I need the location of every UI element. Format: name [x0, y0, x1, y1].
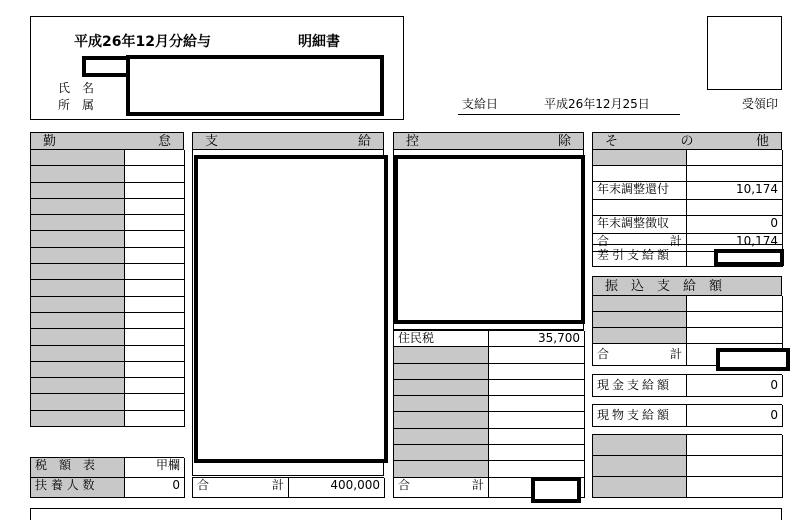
deduction-value [489, 429, 585, 445]
year-end-refund-value: 10,174 [687, 182, 783, 200]
attendance-header-left: 勤 [43, 134, 57, 149]
year-end-collect-label: 年末調整徴収 [593, 216, 687, 234]
year-end-collect-value: 0 [687, 216, 783, 234]
deduction-item [394, 396, 489, 412]
transfer-value [687, 312, 783, 328]
attendance-header [30, 132, 184, 150]
tax-table-value: 甲欄 [125, 458, 185, 478]
transfer-total-label-left: 合 [597, 347, 610, 361]
other-header-left: そ [605, 134, 619, 149]
goods-pay-label: 現物支給額 [593, 405, 687, 427]
attendance-item [31, 411, 125, 427]
attendance-value [125, 362, 185, 378]
attendance-item [31, 248, 125, 264]
transfer-item [593, 312, 687, 328]
attendance-value [125, 248, 185, 264]
attendance-item [31, 313, 125, 329]
other-value [687, 166, 783, 182]
deduction-value [489, 412, 585, 428]
payment-total-label-left: 合 [197, 478, 210, 492]
cash-pay-row [592, 374, 782, 397]
attendance-item [31, 394, 125, 410]
blank-value [687, 477, 783, 498]
pay-date-label: 支給日 [462, 97, 499, 111]
redacted-deduction-total [531, 477, 581, 503]
blank-item [593, 456, 687, 477]
attendance-value [125, 150, 185, 166]
attendance-item [31, 199, 125, 215]
transfer-total-label [593, 344, 687, 366]
deduction-item [394, 364, 489, 380]
blank-item [593, 477, 687, 498]
attendance-item [31, 297, 125, 313]
payment-total-row [192, 477, 384, 498]
payment-header [192, 132, 384, 150]
deduction-header [393, 132, 584, 150]
attendance-value [125, 411, 185, 427]
deduction-value [489, 396, 585, 412]
deduction-value [489, 380, 585, 396]
attendance-item [31, 329, 125, 345]
deduction-item [394, 429, 489, 445]
redacted-deduction-items [394, 155, 585, 324]
memo-box [30, 508, 782, 520]
payment-header-left: 支 [205, 134, 219, 149]
attendance-item [31, 346, 125, 362]
deduction-value [489, 445, 585, 461]
net-pay-label: 差引支給額 [593, 245, 687, 267]
other-header-mid: の [680, 134, 694, 149]
redacted-transfer-total [716, 348, 790, 371]
attendance-value [125, 378, 185, 394]
deduction-item [394, 461, 489, 477]
other-value [687, 150, 783, 166]
attendance-value [125, 199, 185, 215]
blank-value [687, 435, 783, 456]
affiliation-label: 所 属 [58, 98, 95, 112]
attendance-item [31, 166, 125, 182]
deduction-item [394, 412, 489, 428]
attendance-item [31, 215, 125, 231]
payment-total-label-right: 計 [271, 478, 284, 492]
name-label: 氏 名 [58, 81, 95, 95]
deduction-total-label [394, 478, 489, 498]
transfer-value [687, 296, 783, 312]
attendance-value [125, 297, 185, 313]
attendance-item [31, 183, 125, 199]
goods-pay-row [592, 404, 782, 427]
dependents-value: 0 [125, 478, 185, 498]
other-grid [592, 150, 782, 252]
attendance-value [125, 394, 185, 410]
deduction-grid [393, 330, 584, 478]
pay-date-value: 平成26年12月25日 [544, 97, 650, 111]
transfer-item [593, 296, 687, 312]
other-item [593, 200, 687, 216]
attendance-value [125, 183, 185, 199]
attendance-value [125, 215, 185, 231]
other-value [687, 200, 783, 216]
attendance-grid [30, 150, 184, 427]
attendance-value [125, 313, 185, 329]
title-document: 明細書 [298, 34, 340, 50]
receipt-stamp-box [707, 16, 782, 90]
attendance-item [31, 231, 125, 247]
blank-value [687, 456, 783, 477]
other-header [592, 132, 782, 150]
resident-tax-value: 35,700 [489, 331, 585, 347]
attendance-value [125, 280, 185, 296]
attendance-value [125, 346, 185, 362]
transfer-total-label-right: 計 [669, 347, 682, 361]
payment-total-label [193, 478, 289, 498]
goods-pay-value: 0 [687, 405, 783, 427]
other-item [593, 166, 687, 182]
deduction-value [489, 461, 585, 477]
resident-tax-label: 住民税 [394, 331, 489, 347]
attendance-value [125, 264, 185, 280]
year-end-refund-label: 年末調整還付 [593, 182, 687, 200]
attendance-value [125, 166, 185, 182]
deduction-value [489, 364, 585, 380]
redacted-payment-items [194, 155, 388, 463]
deduction-total-label-left: 合 [398, 478, 411, 492]
cash-pay-value: 0 [687, 375, 783, 397]
attendance-item [31, 378, 125, 394]
other-item [593, 150, 687, 166]
deduction-item [394, 347, 489, 363]
attendance-header-right: 怠 [157, 134, 171, 149]
other-total-label-right: 計 [669, 234, 682, 248]
dependents-label: 扶 養 人 数 [31, 478, 125, 498]
payment-header-right: 給 [357, 134, 371, 149]
receipt-stamp-label: 受領印 [742, 97, 779, 111]
attendance-footer [30, 457, 184, 498]
redacted-net-pay [714, 249, 784, 266]
transfer-header: 振 込 支 給 額 [592, 276, 782, 296]
other-total-label-left: 合 [597, 234, 610, 248]
attendance-value [125, 231, 185, 247]
other-header-right: 他 [755, 134, 769, 149]
attendance-item [31, 264, 125, 280]
attendance-value [125, 329, 185, 345]
payment-total-value: 400,000 [289, 478, 385, 498]
transfer-item [593, 328, 687, 344]
tax-table-label: 税 額 表 [31, 458, 125, 478]
deduction-item [394, 380, 489, 396]
blank-rows [592, 434, 782, 498]
blank-item [593, 435, 687, 456]
deduction-header-left: 控 [406, 134, 420, 149]
attendance-item [31, 280, 125, 296]
transfer-value [687, 328, 783, 344]
deduction-value [489, 347, 585, 363]
deduction-item [394, 445, 489, 461]
title-period: 平成26年12月分給与 [74, 34, 211, 50]
other-total-value: 10,174 [687, 234, 783, 252]
deduction-header-right: 除 [557, 134, 571, 149]
deduction-total-label-right: 計 [471, 478, 484, 492]
pay-date-underline [458, 114, 680, 115]
redacted-name-large [126, 55, 384, 116]
attendance-item [31, 362, 125, 378]
cash-pay-label: 現金支給額 [593, 375, 687, 397]
attendance-item [31, 150, 125, 166]
